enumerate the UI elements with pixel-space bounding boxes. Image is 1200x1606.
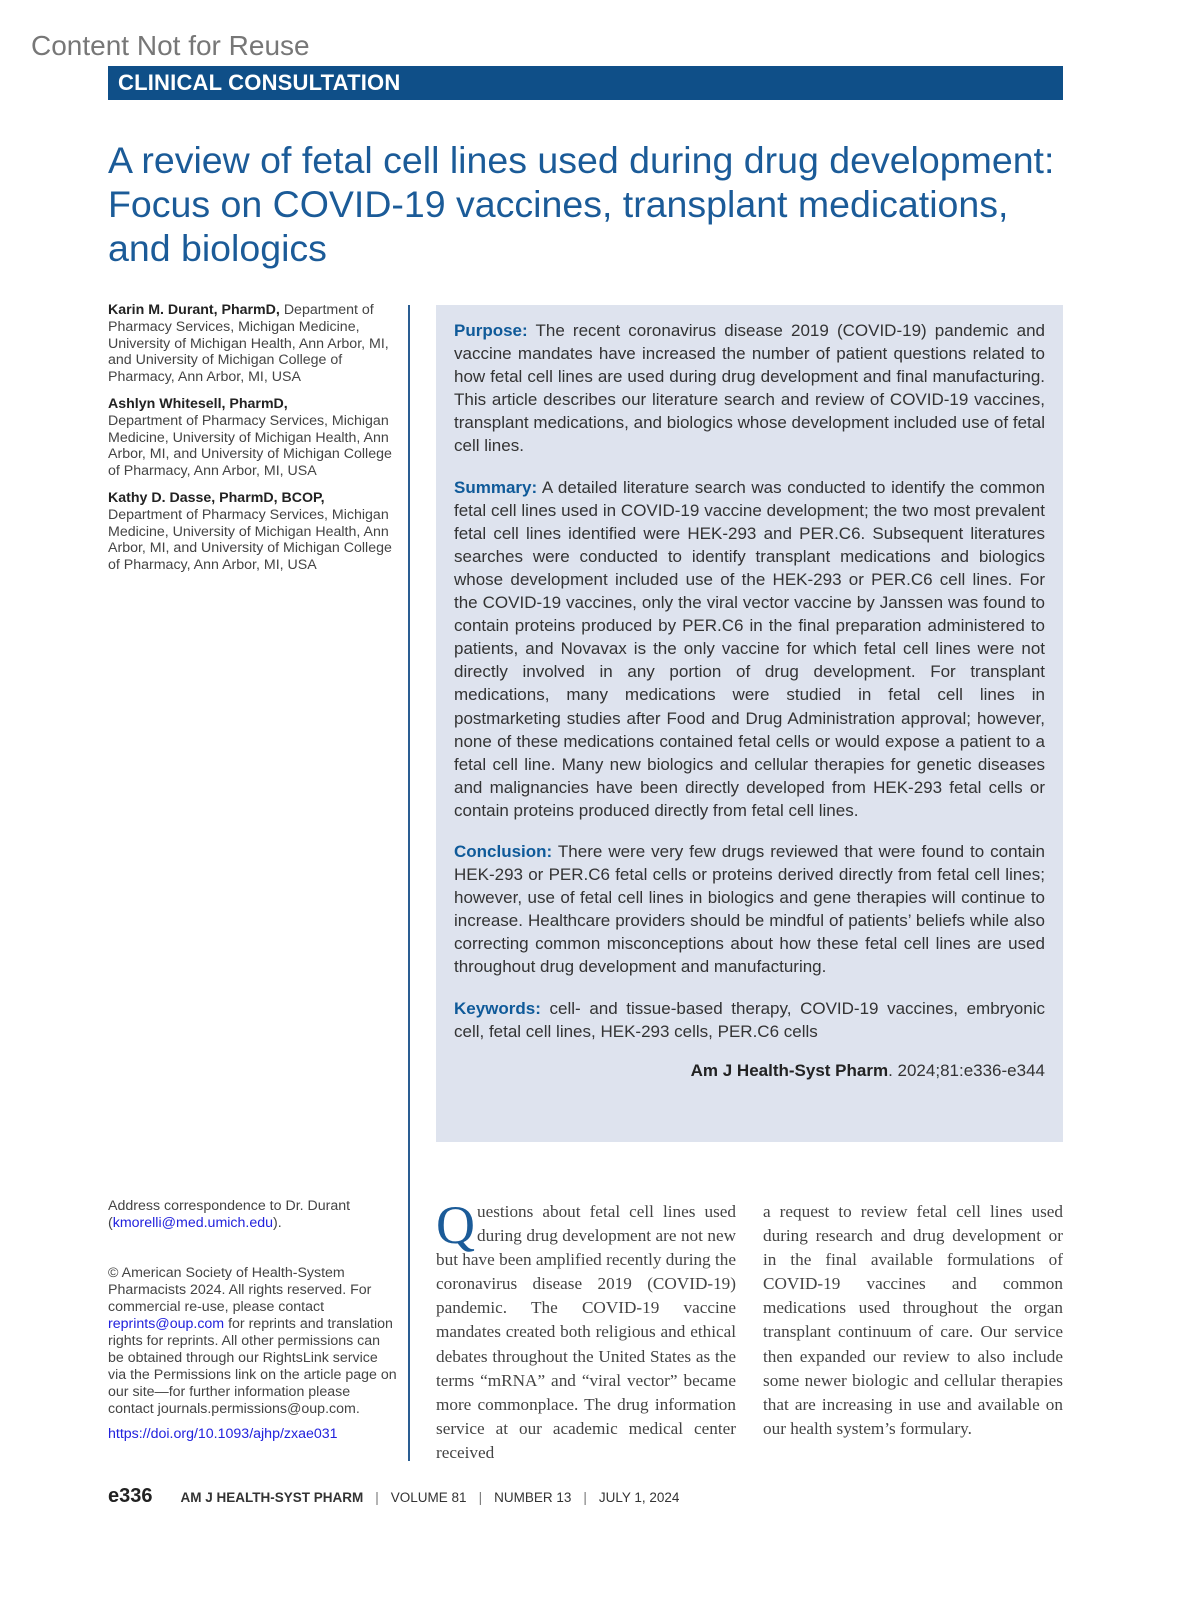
author [108,490,393,574]
purpose-label: Purpose: [454,321,528,340]
body-text: uestions about fetal cell lines used during drug development are not new but have been amplified recently during the coronavirus disease 2019 (COVID-19) pandemic. The COVID-19 vaccine mandates created both religious and ethical debates throughout the United States as the terms “mRNA” and “viral vector” became more commonplace. The drug information service at our academic medical center received [436,1202,736,1462]
abstract-purpose [454,319,1045,458]
copyright-text: © American Society of Health-System Pharmacists 2024. All rights reserved. For commercial re-use, please contact [108,1265,372,1315]
footer-journal: AM J HEALTH-SYST PHARM [180,1490,364,1505]
separator: | [478,1490,483,1505]
footer-number: NUMBER 13 [494,1490,572,1505]
author-name: Karin M. Durant, PharmD, [108,302,280,318]
summary-text: A detailed literature search was conducted to identify the common fetal cell lines used in COVID-19 vaccine development; the two most prevalent fetal cell lines identified were HEK-293 and PER.C6. Subsequent literatures searches were conducted to identify transplant medications and biologics whose development included use of the HEK-293 or PER.C6 cell lines. For the COVID-19 vaccines, only the viral vector vaccine by Janssen was found to contain proteins produced by PER.C6 in the final preparation administered to patients, and Novavax is the only vaccine for which fetal cell lines were not directly involved in any portion of drug development. For transplant medications, many medications were studied in fetal cell lines in postmarketing studies after Food and Drug Administration approval; however, none of these medications contained fetal cells or would expose a patient to a fetal cell line. Many new biologics and cellular therapies for genetic diseases and malignancies have been directly developed from HEK-293 fetal cells or contain proteins produced directly from fetal cell lines. [454,477,1045,820]
keywords-label: Keywords: [454,998,541,1018]
separator: | [583,1490,587,1505]
purpose-text: The recent coronavirus disease 2019 (COVID-19) pandemic and vaccine mandates have increased the number of patient questions related to how fetal cell lines are used during drug development and final manufacturing. This article describes our literature search and review of COVID-19 vaccines, transplant medications, and biologics whose development included use of fetal cell lines. [454,321,1045,456]
conclusion-text: There were very few drugs reviewed that were found to contain HEK-293 or PER.C6 fetal cells or proteins derived directly from fetal cell lines; however, use of fetal cell lines in biologics and gene therapies will continue to increase. Healthcare providers should be mindful of patients’ beliefs while also correcting common misconceptions about how these fetal cell lines are used throughout drug development and manufacturing. [454,841,1046,977]
author-affiliation: Department of Pharmacy Services, Michigan Medicine, University of Michigan Health, Ann Arbor, MI, and University of Michigan College of Pharmacy, Ann Arbor, MI, USA [108,412,392,480]
doi-link[interactable]: https://doi.org/10.1093/ajhp/zxae031 [108,1426,338,1442]
correspondence-email-link[interactable]: kmorelli@med.umich.edu [112,1215,274,1231]
abstract-conclusion [454,840,1045,979]
citation-detail: . 2024;81:e336-e344 [888,1060,1045,1080]
author-name: Kathy D. Dasse, PharmD, BCOP, [108,489,325,506]
abstract-summary [454,476,1045,822]
author-affiliation: Department of Pharmacy Services, Michigan Medicine, University of Michigan Health, Ann Arbor, MI, and University of Michigan College of Pharmacy, Ann Arbor, MI, USA [108,302,389,386]
footer-date: JULY 1, 2024 [598,1490,680,1505]
body-column-1 [436,1195,736,1465]
author-name: Ashlyn Whitesell, PharmD, [108,395,288,412]
abstract-box [436,305,1063,1142]
page-number: e336 [108,1485,153,1507]
drop-cap: Q [436,1195,475,1255]
body-column-2: a request to review fetal cell lines used during research and drug development or in the final available formulations of COVID-19 vaccines and common medications used throughout the organ transplant continuum of care. Our service then expanded our review to also include some newer biologic and cellular therapies that are increasing in use and available on our health system’s formulary. [763,1202,1063,1438]
correspondence-text-end: ). [273,1215,282,1231]
column-divider [408,305,410,1461]
correspondence [108,1198,398,1232]
keywords-text: cell- and tissue-based therapy, COVID-19 vaccines, embryonic cell, fetal cell lines, HEK-293 cells, PER.C6 cells [454,998,1045,1041]
summary-label: Summary: [454,477,538,497]
watermark: Content Not for Reuse [31,30,310,61]
separator: | [375,1490,379,1505]
section-label: CLINICAL CONSULTATION [108,66,1063,100]
author-affiliation: Department of Pharmacy Services, Michigan Medicine, University of Michigan Health, Ann Arbor, MI, and University of Michigan College of Pharmacy, Ann Arbor, MI, USA [108,506,392,574]
author-list [108,302,393,584]
conclusion-label: Conclusion: [454,841,553,861]
page-footer [108,1485,679,1508]
reprints-email-link[interactable]: reprints@oup.com [108,1316,225,1332]
correspondence-block [108,1198,398,1443]
citation [454,1059,1045,1082]
author [108,396,393,480]
copyright-text-2: for reprints and translation rights for reprints. All other permissions can be obtained through our RightsLink service via the Permissions link on the article page on our site—for further information please contact journals.permissions@oup.com. [108,1316,397,1417]
copyright [108,1265,398,1418]
citation-journal: Am J Health-Syst Pharm [690,1060,889,1080]
article-title: A review of fetal cell lines used during drug development: Focus on COVID-19 vaccines, transplant medications, and biologics [108,139,1055,269]
author [108,302,393,386]
abstract-keywords [454,997,1045,1043]
correspondence-text: Address correspondence to Dr. Durant ( [108,1198,351,1231]
footer-volume: VOLUME 81 [390,1490,467,1505]
